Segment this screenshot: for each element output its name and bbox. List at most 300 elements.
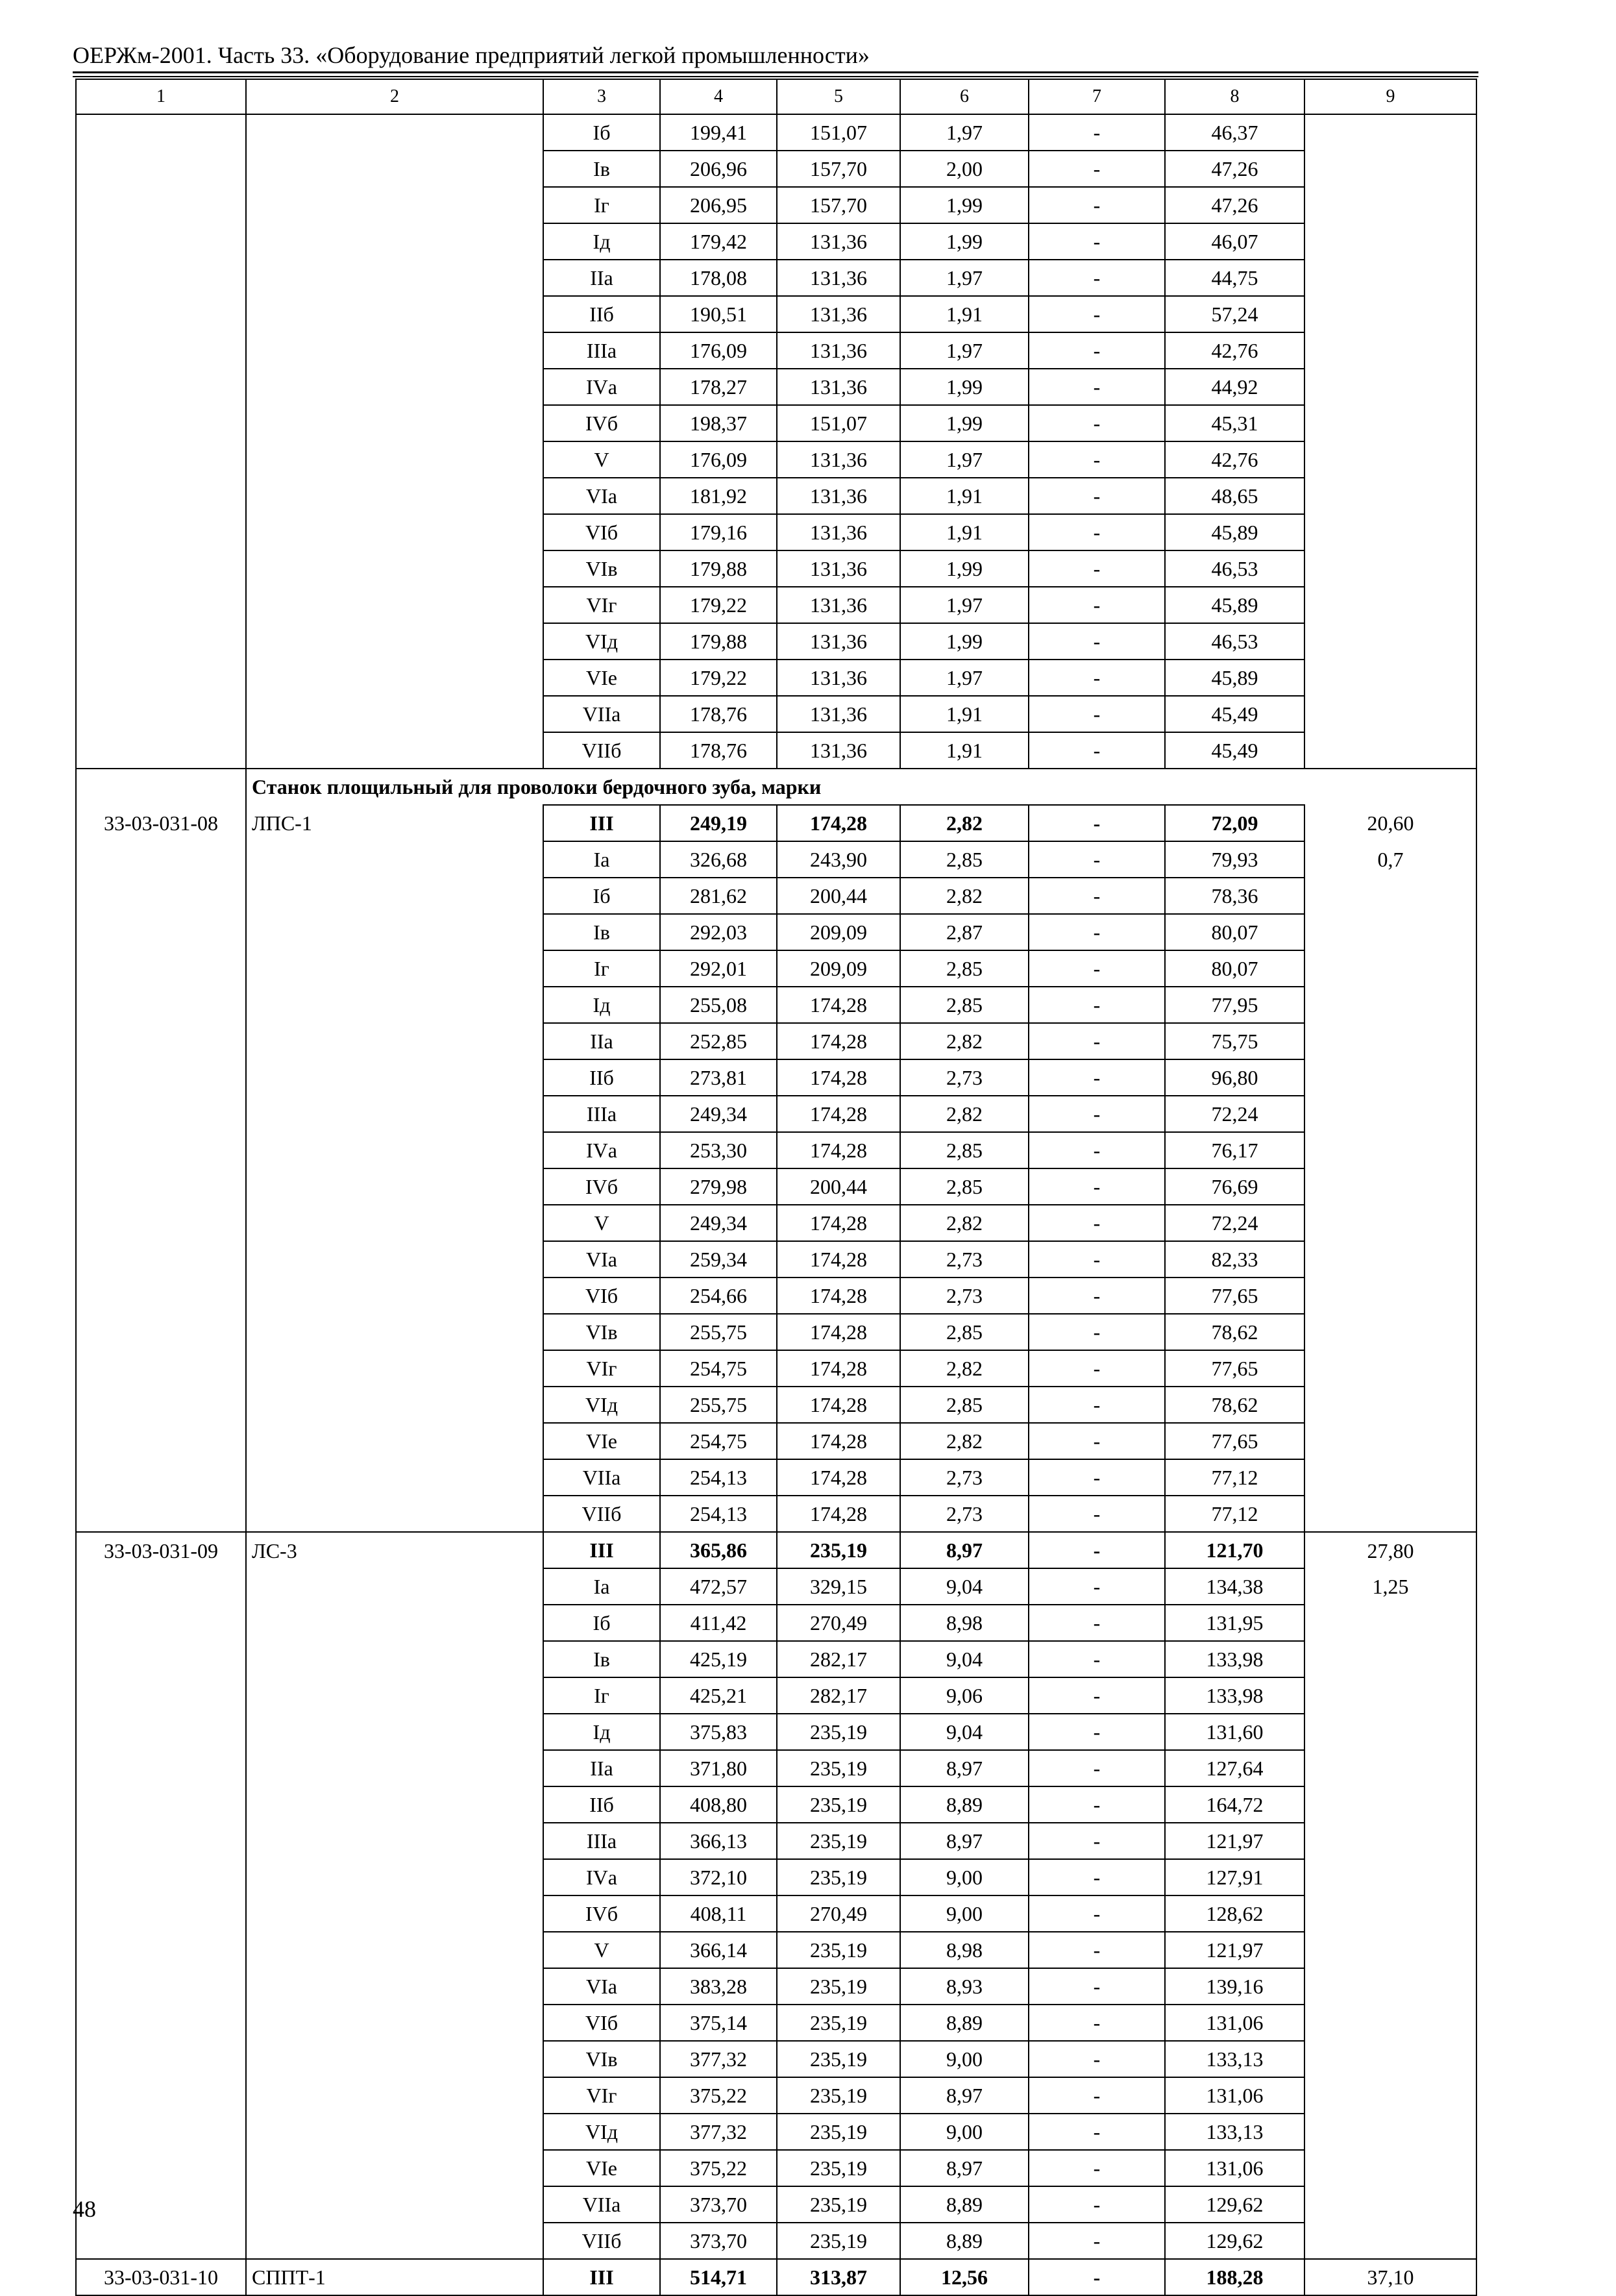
- operator-cost-cell: -: [1029, 1423, 1165, 1459]
- labor-cost-cell: 174,28: [777, 1132, 900, 1168]
- extra-cost-cell: [1304, 987, 1476, 1023]
- rate-variant-cell: IIа: [543, 1750, 660, 1786]
- machine-cost-cell: 9,00: [900, 1895, 1029, 1932]
- name-cell: [246, 2150, 543, 2186]
- machine-cost-cell: 2,82: [900, 1096, 1029, 1132]
- labor-cost-cell: 174,28: [777, 1387, 900, 1423]
- table-row: [76, 260, 1476, 296]
- name-cell: [246, 478, 543, 514]
- total-cost-cell: 472,57: [660, 1568, 777, 1605]
- name-cell: [246, 114, 543, 151]
- code-cell: [76, 2077, 246, 2114]
- labor-cost-cell: 200,44: [777, 878, 900, 914]
- name-cell: [246, 1096, 543, 1132]
- materials-cost-cell: 131,60: [1165, 1714, 1304, 1750]
- operator-cost-cell: -: [1029, 1859, 1165, 1895]
- rate-variant-cell: Iб: [543, 878, 660, 914]
- machine-cost-cell: 1,97: [900, 114, 1029, 151]
- total-cost-cell: 273,81: [660, 1059, 777, 1096]
- materials-cost-cell: 128,62: [1165, 1895, 1304, 1932]
- machine-cost-cell: 8,97: [900, 2077, 1029, 2114]
- extra-cost-cell: [1304, 151, 1476, 187]
- rate-variant-cell: Iб: [543, 114, 660, 151]
- total-cost-cell: 254,75: [660, 1423, 777, 1459]
- materials-cost-cell: 45,89: [1165, 514, 1304, 550]
- table-row: [76, 1387, 1476, 1423]
- labor-cost-cell: 131,36: [777, 732, 900, 769]
- name-cell: [246, 260, 543, 296]
- operator-cost-cell: -: [1029, 660, 1165, 696]
- materials-cost-cell: 45,49: [1165, 696, 1304, 732]
- name-cell: [246, 1605, 543, 1641]
- name-cell: [246, 405, 543, 441]
- labor-cost-cell: 174,28: [777, 1350, 900, 1387]
- name-cell: [246, 1387, 543, 1423]
- labor-cost-cell: 131,36: [777, 587, 900, 623]
- code-cell: [76, 1859, 246, 1895]
- table-row: [76, 1568, 1476, 1605]
- table-row: [76, 660, 1476, 696]
- extra-cost-cell: [1304, 187, 1476, 223]
- operator-cost-cell: -: [1029, 1496, 1165, 1532]
- total-cost-cell: 292,01: [660, 950, 777, 987]
- materials-cost-cell: 164,72: [1165, 1786, 1304, 1823]
- code-cell: [76, 1605, 246, 1641]
- code-cell: [76, 1059, 246, 1096]
- table-row: [76, 1750, 1476, 1786]
- table-row: [76, 2259, 1476, 2295]
- name-cell: [246, 1168, 543, 1205]
- extra-cost-cell: [1304, 1677, 1476, 1714]
- extra-cost-cell: [1304, 332, 1476, 369]
- total-cost-cell: 326,68: [660, 841, 777, 878]
- code-cell: [76, 2114, 246, 2150]
- extra-cost-cell: [1304, 1278, 1476, 1314]
- name-cell: [246, 2005, 543, 2041]
- table-row: [76, 1205, 1476, 1241]
- code-cell: [76, 114, 246, 151]
- operator-cost-cell: -: [1029, 1932, 1165, 1968]
- machine-cost-cell: 1,99: [900, 223, 1029, 260]
- labor-cost-cell: 235,19: [777, 1823, 900, 1859]
- table-row: [76, 1641, 1476, 1677]
- operator-cost-cell: -: [1029, 1168, 1165, 1205]
- code-cell: [76, 1132, 246, 1168]
- table-row: [76, 1859, 1476, 1895]
- table-row: [76, 1241, 1476, 1278]
- operator-cost-cell: -: [1029, 514, 1165, 550]
- table-row: [76, 114, 1476, 151]
- operator-cost-cell: -: [1029, 332, 1165, 369]
- name-cell: [246, 2077, 543, 2114]
- rate-variant-cell: V: [543, 441, 660, 478]
- table-row: [76, 1278, 1476, 1314]
- extra-cost-cell: [1304, 1059, 1476, 1096]
- total-cost-cell: 255,75: [660, 1314, 777, 1350]
- table-row: [76, 1968, 1476, 2005]
- operator-cost-cell: -: [1029, 1205, 1165, 1241]
- section-title-row: [76, 769, 1476, 805]
- table-row: [76, 1532, 1476, 1568]
- rate-variant-cell: VIг: [543, 2077, 660, 2114]
- code-cell: [76, 296, 246, 332]
- total-cost-cell: 253,30: [660, 1132, 777, 1168]
- machine-cost-cell: 8,98: [900, 1932, 1029, 1968]
- code-cell: [76, 1786, 246, 1823]
- total-cost-cell: 179,42: [660, 223, 777, 260]
- extra-cost-cell: [1304, 2150, 1476, 2186]
- labor-cost-cell: 329,15: [777, 1568, 900, 1605]
- extra-cost-cell: [1304, 1932, 1476, 1968]
- materials-cost-cell: 131,06: [1165, 2150, 1304, 2186]
- rate-variant-cell: Iв: [543, 1641, 660, 1677]
- labor-cost-cell: 131,36: [777, 660, 900, 696]
- code-cell: [76, 1895, 246, 1932]
- column-number: 1: [76, 79, 246, 114]
- machine-cost-cell: 1,91: [900, 696, 1029, 732]
- materials-cost-cell: 46,53: [1165, 623, 1304, 660]
- rate-variant-cell: VIг: [543, 1350, 660, 1387]
- extra-cost-cell: [1304, 660, 1476, 696]
- labor-cost-cell: 209,09: [777, 914, 900, 950]
- code-cell: [76, 260, 246, 296]
- operator-cost-cell: -: [1029, 878, 1165, 914]
- operator-cost-cell: -: [1029, 151, 1165, 187]
- operator-cost-cell: -: [1029, 1714, 1165, 1750]
- total-cost-cell: 249,34: [660, 1096, 777, 1132]
- materials-cost-cell: 47,26: [1165, 151, 1304, 187]
- materials-cost-cell: 72,24: [1165, 1205, 1304, 1241]
- extra-cost-cell: [1304, 1168, 1476, 1205]
- operator-cost-cell: -: [1029, 841, 1165, 878]
- operator-cost-cell: -: [1029, 2259, 1165, 2295]
- labor-cost-cell: 235,19: [777, 1859, 900, 1895]
- table-row: [76, 151, 1476, 187]
- materials-cost-cell: 48,65: [1165, 478, 1304, 514]
- extra-cost-cell: [1304, 478, 1476, 514]
- total-cost-cell: 377,32: [660, 2041, 777, 2077]
- operator-cost-cell: -: [1029, 1750, 1165, 1786]
- total-cost-cell: 254,13: [660, 1496, 777, 1532]
- table-row: [76, 1932, 1476, 1968]
- name-cell: [246, 1423, 543, 1459]
- column-number: 7: [1029, 79, 1165, 114]
- labor-cost-cell: 313,87: [777, 2259, 900, 2295]
- labor-cost-cell: 235,19: [777, 1932, 900, 1968]
- name-cell: [246, 1714, 543, 1750]
- machine-cost-cell: 1,91: [900, 478, 1029, 514]
- operator-cost-cell: -: [1029, 914, 1165, 950]
- column-number: 5: [777, 79, 900, 114]
- table-row: [76, 987, 1476, 1023]
- rate-variant-cell: VIб: [543, 1278, 660, 1314]
- operator-cost-cell: -: [1029, 950, 1165, 987]
- operator-cost-cell: -: [1029, 2223, 1165, 2259]
- total-cost-cell: 375,22: [660, 2077, 777, 2114]
- rate-variant-cell: Iа: [543, 1568, 660, 1605]
- operator-cost-cell: -: [1029, 1132, 1165, 1168]
- materials-cost-cell: 127,91: [1165, 1859, 1304, 1895]
- machine-cost-cell: 2,82: [900, 1205, 1029, 1241]
- extra-cost-cell: [1304, 914, 1476, 950]
- extra-cost-cell: [1304, 878, 1476, 914]
- total-cost-cell: 425,19: [660, 1641, 777, 1677]
- name-cell: [246, 1677, 543, 1714]
- operator-cost-cell: -: [1029, 1387, 1165, 1423]
- materials-cost-cell: 76,69: [1165, 1168, 1304, 1205]
- machine-cost-cell: 1,91: [900, 514, 1029, 550]
- labor-cost-cell: 235,19: [777, 2077, 900, 2114]
- labor-cost-cell: 235,19: [777, 1968, 900, 2005]
- code-cell: [76, 2150, 246, 2186]
- operator-cost-cell: -: [1029, 1314, 1165, 1350]
- table-row: [76, 805, 1476, 841]
- rate-variant-cell: Iг: [543, 950, 660, 987]
- table-row: [76, 1132, 1476, 1168]
- rate-variant-cell: VIIб: [543, 732, 660, 769]
- column-number: 8: [1165, 79, 1304, 114]
- code-cell: [76, 950, 246, 987]
- machine-cost-cell: 9,04: [900, 1568, 1029, 1605]
- materials-cost-cell: 133,98: [1165, 1641, 1304, 1677]
- name-cell: [246, 369, 543, 405]
- materials-cost-cell: 44,75: [1165, 260, 1304, 296]
- operator-cost-cell: -: [1029, 2114, 1165, 2150]
- machine-cost-cell: 1,91: [900, 296, 1029, 332]
- labor-cost-cell: 174,28: [777, 805, 900, 841]
- operator-cost-cell: -: [1029, 187, 1165, 223]
- rate-variant-cell: Iв: [543, 151, 660, 187]
- table-row: [76, 2223, 1476, 2259]
- name-cell: [246, 1132, 543, 1168]
- code-cell: [76, 1459, 246, 1496]
- machine-cost-cell: 2,82: [900, 1350, 1029, 1387]
- machine-cost-cell: 1,97: [900, 587, 1029, 623]
- total-cost-cell: 179,16: [660, 514, 777, 550]
- operator-cost-cell: -: [1029, 1350, 1165, 1387]
- table-row: [76, 587, 1476, 623]
- code-cell: [76, 1096, 246, 1132]
- extra-cost-cell: [1304, 2114, 1476, 2150]
- total-cost-cell: 383,28: [660, 1968, 777, 2005]
- name-cell: [246, 223, 543, 260]
- name-cell: [246, 187, 543, 223]
- total-cost-cell: 206,96: [660, 151, 777, 187]
- rate-variant-cell: IVа: [543, 369, 660, 405]
- name-cell: [246, 987, 543, 1023]
- table-row: [76, 1350, 1476, 1387]
- labor-cost-cell: 235,19: [777, 1714, 900, 1750]
- code-cell: [76, 623, 246, 660]
- materials-cost-cell: 46,53: [1165, 550, 1304, 587]
- machine-cost-cell: 12,56: [900, 2259, 1029, 2295]
- rate-variant-cell: Iг: [543, 1677, 660, 1714]
- operator-cost-cell: -: [1029, 1459, 1165, 1496]
- machine-cost-cell: 1,99: [900, 187, 1029, 223]
- labor-cost-cell: 131,36: [777, 369, 900, 405]
- name-cell: [246, 2186, 543, 2223]
- code-cell: [76, 914, 246, 950]
- column-number: 2: [246, 79, 543, 114]
- machine-cost-cell: 1,99: [900, 369, 1029, 405]
- table-row: [76, 1314, 1476, 1350]
- rate-variant-cell: VIа: [543, 1968, 660, 2005]
- machine-cost-cell: 8,97: [900, 1532, 1029, 1568]
- machine-cost-cell: 1,97: [900, 660, 1029, 696]
- machine-cost-cell: 8,97: [900, 2150, 1029, 2186]
- extra-cost-cell: [1304, 114, 1476, 151]
- total-cost-cell: 281,62: [660, 878, 777, 914]
- total-cost-cell: 176,09: [660, 441, 777, 478]
- materials-cost-cell: 129,62: [1165, 2223, 1304, 2259]
- name-cell: [246, 1823, 543, 1859]
- extra-cost-cell: [1304, 2186, 1476, 2223]
- rate-variant-cell: IVа: [543, 1859, 660, 1895]
- total-cost-cell: 366,13: [660, 1823, 777, 1859]
- name-cell: [246, 1932, 543, 1968]
- labor-cost-cell: 235,19: [777, 1786, 900, 1823]
- total-cost-cell: 249,19: [660, 805, 777, 841]
- rate-variant-cell: IIIа: [543, 332, 660, 369]
- extra-cost-cell: [1304, 1423, 1476, 1459]
- code-cell: [76, 587, 246, 623]
- name-cell: [246, 1641, 543, 1677]
- table-row: [76, 696, 1476, 732]
- name-cell: [246, 732, 543, 769]
- table-row: [76, 1023, 1476, 1059]
- materials-cost-cell: 46,37: [1165, 114, 1304, 151]
- machine-cost-cell: 2,85: [900, 1168, 1029, 1205]
- total-cost-cell: 411,42: [660, 1605, 777, 1641]
- operator-cost-cell: -: [1029, 369, 1165, 405]
- name-cell: [246, 841, 543, 878]
- extra-cost-cell: [1304, 623, 1476, 660]
- code-cell: [76, 1496, 246, 1532]
- rate-variant-cell: VIIб: [543, 1496, 660, 1532]
- machine-cost-cell: 2,82: [900, 878, 1029, 914]
- code-cell: [76, 1387, 246, 1423]
- extra-cost-cell: [1304, 1859, 1476, 1895]
- name-cell: [246, 623, 543, 660]
- table-row: [76, 369, 1476, 405]
- materials-cost-cell: 96,80: [1165, 1059, 1304, 1096]
- name-cell: [246, 914, 543, 950]
- operator-cost-cell: -: [1029, 1605, 1165, 1641]
- labor-cost-cell: 131,36: [777, 223, 900, 260]
- materials-cost-cell: 188,28: [1165, 2259, 1304, 2295]
- code-cell: [76, 1932, 246, 1968]
- name-cell: [246, 1496, 543, 1532]
- labor-cost-cell: 270,49: [777, 1605, 900, 1641]
- total-cost-cell: 254,66: [660, 1278, 777, 1314]
- code-cell: [76, 2041, 246, 2077]
- code-cell: [76, 987, 246, 1023]
- materials-cost-cell: 42,76: [1165, 441, 1304, 478]
- labor-cost-cell: 270,49: [777, 1895, 900, 1932]
- name-cell: [246, 1241, 543, 1278]
- table-row: [76, 1168, 1476, 1205]
- operator-cost-cell: -: [1029, 2077, 1165, 2114]
- extra-cost-cell: 0,7: [1304, 841, 1476, 878]
- extra-cost-cell: [1304, 696, 1476, 732]
- machine-cost-cell: 1,97: [900, 332, 1029, 369]
- rate-variant-cell: Iд: [543, 1714, 660, 1750]
- labor-cost-cell: 131,36: [777, 514, 900, 550]
- machine-cost-cell: 2,82: [900, 805, 1029, 841]
- extra-cost-cell: [1304, 1350, 1476, 1387]
- name-cell: [246, 1750, 543, 1786]
- total-cost-cell: 375,22: [660, 2150, 777, 2186]
- rate-variant-cell: III: [543, 805, 660, 841]
- materials-cost-cell: 133,13: [1165, 2041, 1304, 2077]
- operator-cost-cell: -: [1029, 223, 1165, 260]
- labor-cost-cell: 209,09: [777, 950, 900, 987]
- materials-cost-cell: 77,65: [1165, 1423, 1304, 1459]
- labor-cost-cell: 235,19: [777, 2114, 900, 2150]
- total-cost-cell: 255,75: [660, 1387, 777, 1423]
- labor-cost-cell: 174,28: [777, 1096, 900, 1132]
- machine-cost-cell: 8,93: [900, 1968, 1029, 2005]
- name-cell: [246, 1350, 543, 1387]
- column-number-row: [76, 79, 1476, 114]
- machine-cost-cell: 8,98: [900, 1605, 1029, 1641]
- page-number: 48: [73, 2196, 96, 2222]
- table-row: [76, 1786, 1476, 1823]
- labor-cost-cell: 151,07: [777, 114, 900, 151]
- materials-cost-cell: 121,97: [1165, 1823, 1304, 1859]
- labor-cost-cell: 235,19: [777, 2005, 900, 2041]
- operator-cost-cell: -: [1029, 732, 1165, 769]
- machine-cost-cell: 8,97: [900, 1750, 1029, 1786]
- labor-cost-cell: 282,17: [777, 1641, 900, 1677]
- code-cell: [76, 1677, 246, 1714]
- materials-cost-cell: 131,06: [1165, 2077, 1304, 2114]
- operator-cost-cell: -: [1029, 441, 1165, 478]
- operator-cost-cell: -: [1029, 2150, 1165, 2186]
- code-cell: [76, 187, 246, 223]
- machine-cost-cell: 9,06: [900, 1677, 1029, 1714]
- name-cell: [246, 441, 543, 478]
- total-cost-cell: 365,86: [660, 1532, 777, 1568]
- operator-cost-cell: -: [1029, 405, 1165, 441]
- materials-cost-cell: 131,06: [1165, 2005, 1304, 2041]
- extra-cost-cell: [1304, 1314, 1476, 1350]
- labor-cost-cell: 174,28: [777, 1459, 900, 1496]
- total-cost-cell: 178,76: [660, 696, 777, 732]
- machine-cost-cell: 8,97: [900, 1823, 1029, 1859]
- operator-cost-cell: -: [1029, 1096, 1165, 1132]
- materials-cost-cell: 139,16: [1165, 1968, 1304, 2005]
- materials-cost-cell: 129,62: [1165, 2186, 1304, 2223]
- extra-cost-cell: [1304, 1750, 1476, 1786]
- code-cell: [76, 1568, 246, 1605]
- labor-cost-cell: 174,28: [777, 1059, 900, 1096]
- rate-variant-cell: IVб: [543, 1168, 660, 1205]
- materials-cost-cell: 45,89: [1165, 587, 1304, 623]
- extra-cost-cell: [1304, 1387, 1476, 1423]
- operator-cost-cell: -: [1029, 1278, 1165, 1314]
- materials-cost-cell: 121,70: [1165, 1532, 1304, 1568]
- rate-variant-cell: IIб: [543, 1786, 660, 1823]
- rate-variant-cell: VIа: [543, 1241, 660, 1278]
- header-rule: [73, 71, 1478, 73]
- rate-variant-cell: VIб: [543, 2005, 660, 2041]
- name-cell: ЛПС-1: [246, 805, 543, 841]
- labor-cost-cell: 157,70: [777, 151, 900, 187]
- rate-variant-cell: VIа: [543, 478, 660, 514]
- labor-cost-cell: 235,19: [777, 1750, 900, 1786]
- labor-cost-cell: 174,28: [777, 1496, 900, 1532]
